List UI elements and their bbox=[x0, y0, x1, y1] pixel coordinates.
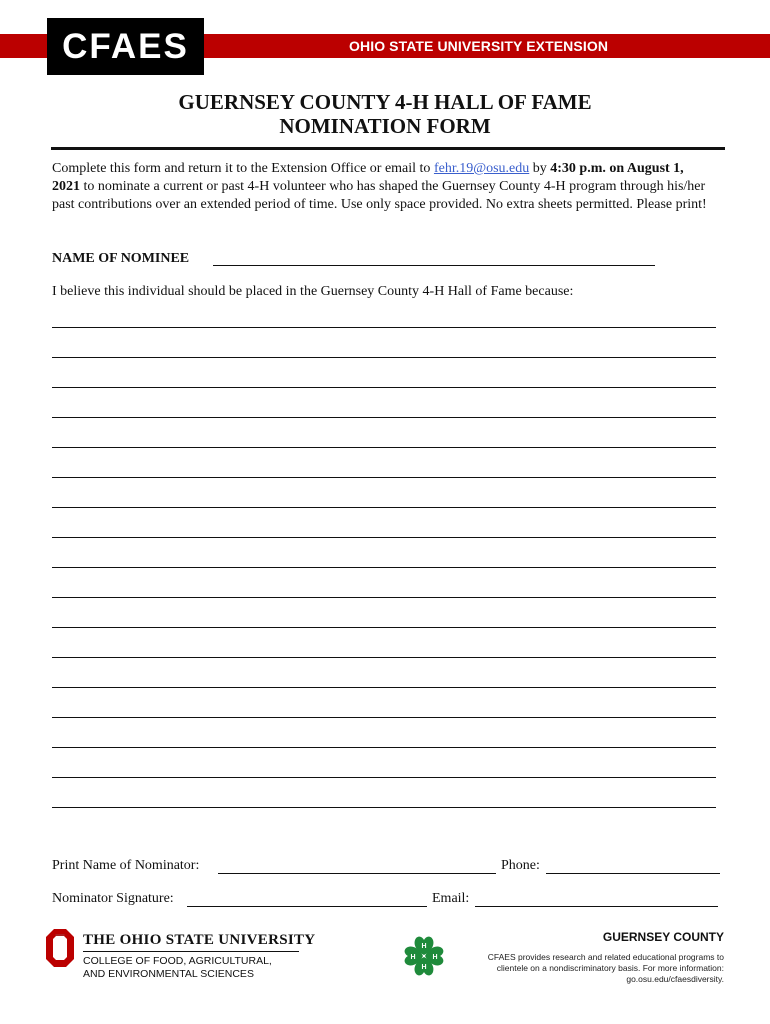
answer-line[interactable] bbox=[52, 747, 716, 748]
college-line-2: AND ENVIRONMENTAL SCIENCES bbox=[83, 968, 254, 980]
phone-label: Phone: bbox=[501, 858, 540, 873]
title-divider bbox=[51, 147, 725, 150]
county-name: GUERNSEY COUNTY bbox=[602, 930, 724, 944]
answer-line[interactable] bbox=[52, 777, 716, 778]
answer-line[interactable] bbox=[52, 417, 716, 418]
svg-text:H: H bbox=[421, 964, 427, 971]
instructions-paragraph bbox=[52, 160, 712, 214]
form-title-line2: NOMINATION FORM bbox=[279, 114, 491, 138]
svg-text:H: H bbox=[421, 943, 427, 950]
answer-line[interactable] bbox=[52, 357, 716, 358]
instructions-text-3: to nominate a current or past 4-H volunteer who has shaped the Guernsey County 4-H program through his/her past contributions over an extended period of time. Use only space provided. No extra sheets permitted. Please print! bbox=[52, 179, 707, 212]
instructions-text-2: by bbox=[529, 161, 551, 176]
college-line-1: COLLEGE OF FOOD, AGRICULTURAL, bbox=[83, 955, 272, 967]
print-name-field[interactable] bbox=[218, 873, 496, 874]
answer-line[interactable] bbox=[52, 657, 716, 658]
reason-prompt: I believe this individual should be placed in the Guernsey County 4-H Hall of Fame because: bbox=[52, 284, 574, 299]
college-name bbox=[83, 955, 272, 981]
nondiscrimination-statement: CFAES provides research and related educational programs to clientele on a nondiscriminatory basis. For more information: go.osu.edu/cfaesdiversity. bbox=[487, 952, 724, 984]
answer-line[interactable] bbox=[52, 807, 716, 808]
email-field[interactable] bbox=[475, 906, 718, 907]
answer-line[interactable] bbox=[52, 447, 716, 448]
four-h-clover-icon bbox=[400, 932, 448, 980]
phone-field[interactable] bbox=[546, 873, 720, 874]
cfaes-logo: CFAES bbox=[47, 18, 204, 75]
nominee-row bbox=[52, 250, 189, 268]
answer-line[interactable] bbox=[52, 567, 716, 568]
answer-line[interactable] bbox=[52, 627, 716, 628]
extension-banner-text: OHIO STATE UNIVERSITY EXTENSION bbox=[349, 38, 609, 54]
nominee-name-field[interactable] bbox=[213, 265, 655, 266]
signature-field[interactable] bbox=[187, 906, 427, 907]
form-title-line1: GUERNSEY COUNTY 4-H HALL OF FAME bbox=[178, 90, 592, 114]
answer-line[interactable] bbox=[52, 507, 716, 508]
print-name-label: Print Name of Nominator: bbox=[52, 858, 200, 873]
nominee-label: NAME OF NOMINEE bbox=[52, 251, 190, 266]
answer-line[interactable] bbox=[52, 387, 716, 388]
svg-text:H: H bbox=[432, 954, 438, 961]
email-label: Email: bbox=[432, 891, 470, 906]
university-name: THE OHIO STATE UNIVERSITY bbox=[83, 932, 316, 948]
answer-line[interactable] bbox=[52, 327, 716, 328]
svg-text:H: H bbox=[410, 954, 416, 961]
answer-line[interactable] bbox=[52, 537, 716, 538]
university-divider bbox=[83, 951, 299, 952]
answer-line[interactable] bbox=[52, 717, 716, 718]
email-link[interactable]: fehr.19@osu.edu bbox=[433, 161, 530, 176]
answer-line[interactable] bbox=[52, 477, 716, 478]
instructions-text-1: Complete this form and return it to the Extension Office or email to bbox=[52, 161, 434, 176]
answer-line[interactable] bbox=[52, 597, 716, 598]
answer-line[interactable] bbox=[52, 687, 716, 688]
osu-block-o-icon bbox=[45, 928, 75, 968]
signature-label: Nominator Signature: bbox=[52, 891, 174, 906]
deadline-text: 4:30 p.m. on August 1, 2021 bbox=[52, 161, 684, 194]
